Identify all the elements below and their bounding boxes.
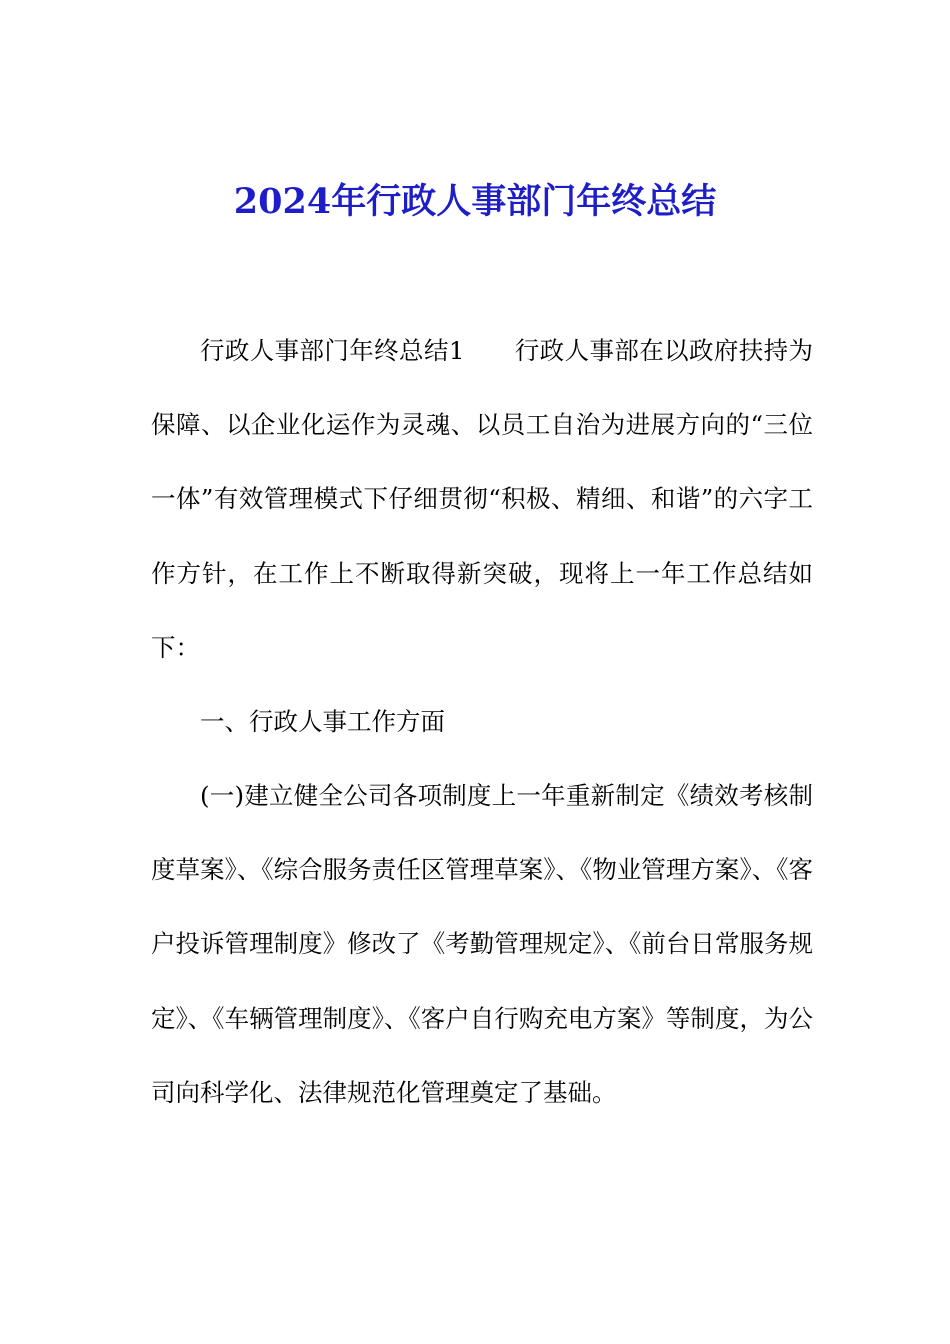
section-heading: 一、行政人事工作方面 bbox=[200, 707, 445, 736]
intro-paragraph bbox=[151, 314, 813, 685]
intro-lead: 行政人事部门年终总结1 bbox=[200, 336, 465, 365]
document-title: 2024年行政人事部门年终总结 bbox=[233, 181, 717, 222]
intro-body: 行政人事部在以政府扶持为保障、以企业化运作为灵魂、以员工自治为进展方向的“三位一体”有效管理模式下仔细贯彻“积极、精细、和谐”的六字工作方针，在工作上不断取得新突破，现将上一年工作总结如下： bbox=[151, 336, 814, 662]
section-paragraph: (一)建立健全公司各项制度上一年重新制定《绩效考核制度草案》、《综合服务责任区管理草案》、《物业管理方案》、《客户投诉管理制度》修改了《考勤管理规定》、《前台日常服务规定》、《车辆管理制度》、《客户自行购充电方案》等制度，为公司向科学化、法律规范化管理奠定了基础。 bbox=[151, 781, 813, 1107]
